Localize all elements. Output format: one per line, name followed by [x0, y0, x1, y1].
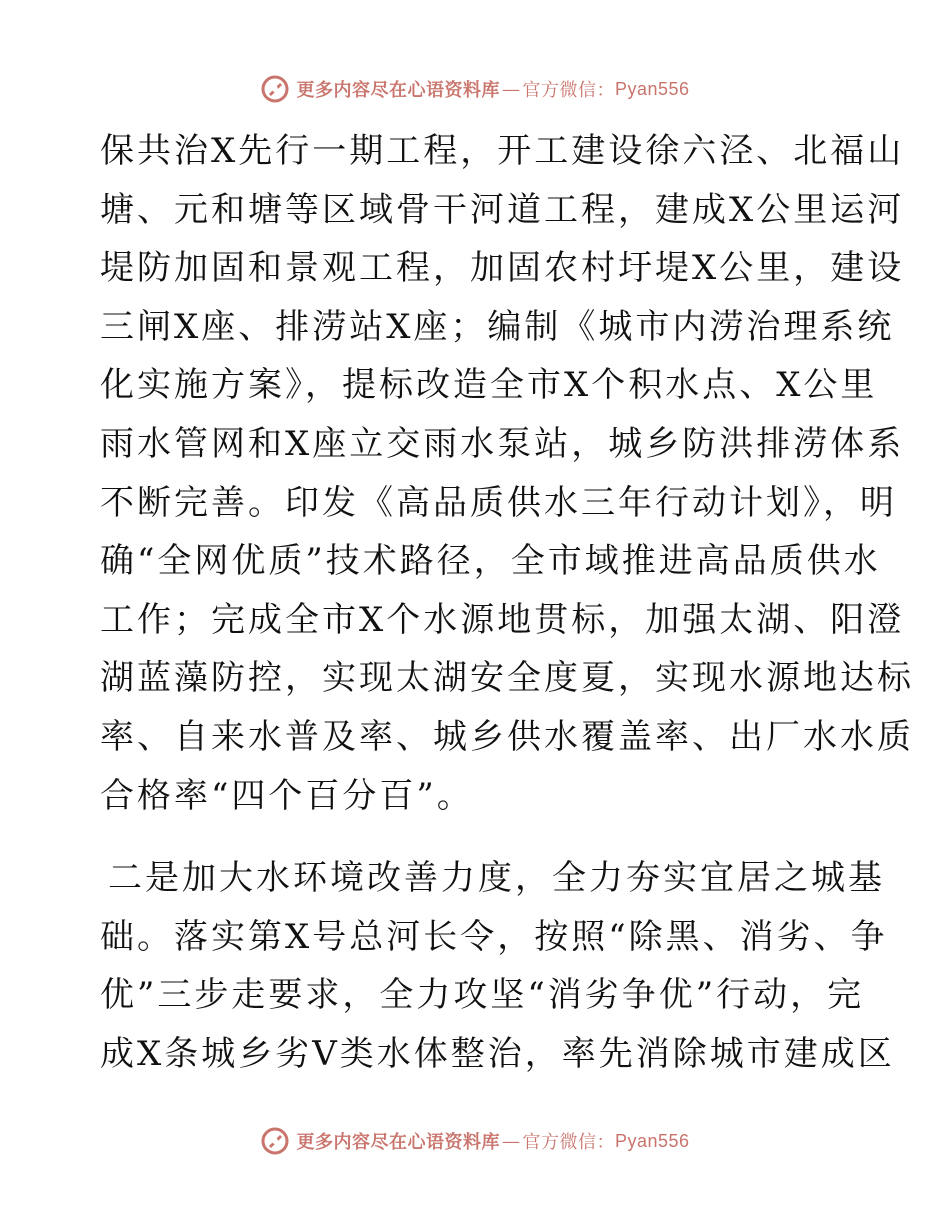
text-line: 合格率“四个百分百”。	[100, 775, 474, 816]
text-line: 确“全网优质”技术路径，全市域推进高品质供水	[100, 541, 881, 582]
text-line: 二是加大水环境改善力度，全力夯实宜居之城基	[108, 858, 885, 899]
watermark-wechat-label: 官方微信：	[522, 1132, 615, 1153]
watermark-brand: 更多内容尽在心语资料库	[296, 80, 500, 101]
text-line: 湖蓝藻防控，实现太湖安全度夏，实现水源地达标	[100, 658, 914, 699]
text-line: 保共治X先行一期工程，开工建设徐六泾、北福山	[100, 131, 905, 171]
text-line: 础。落实第X号总河长令，按照“除黑、消劣、争	[100, 916, 888, 957]
text-line: 化实施方案》，提标改造全市X个积水点、X公里	[100, 365, 878, 406]
brand-logo-icon	[260, 1126, 290, 1156]
text-line: 堤防加固和景观工程，加固农村圩堤X公里，建设	[100, 248, 905, 289]
text-line: 三闸X座、排涝站X座；编制《城市内涝治理系统	[100, 306, 895, 347]
text-line: 塘、元和塘等区域骨干河道工程，建成X公里运河	[100, 189, 905, 230]
header-watermark	[0, 74, 950, 104]
footer-watermark	[0, 1126, 950, 1156]
watermark-wechat-id: Pyan556	[614, 78, 690, 99]
text-line: 成X条城乡劣V类水体整治，率先消除城市建成区	[100, 1033, 895, 1074]
document-body	[100, 122, 914, 1084]
text-line: 不断完善。印发《高品质供水三年行动计划》，明	[100, 482, 897, 523]
text-line: 工作；完成全市X个水源地贯标，加强太湖、阳澄	[100, 599, 905, 640]
paragraph-1	[100, 122, 914, 825]
text-line: 率、自来水普及率、城乡供水覆盖率、出厂水水质	[100, 716, 914, 757]
watermark-separator: —	[501, 1130, 521, 1152]
paragraph-gap	[100, 825, 860, 849]
watermark-wechat-label: 官方微信：	[522, 80, 615, 101]
paragraph-2	[100, 849, 895, 1083]
text-line: 优”三步走要求，全力攻坚“消劣争优”行动，完	[100, 975, 865, 1016]
watermark-brand: 更多内容尽在心语资料库	[296, 1132, 500, 1153]
brand-logo-icon	[260, 74, 290, 104]
text-line: 雨水管网和X座立交雨水泵站，城乡防洪排涝体系	[100, 423, 905, 464]
watermark-separator: —	[501, 78, 521, 100]
watermark-wechat-id: Pyan556	[614, 1130, 690, 1151]
